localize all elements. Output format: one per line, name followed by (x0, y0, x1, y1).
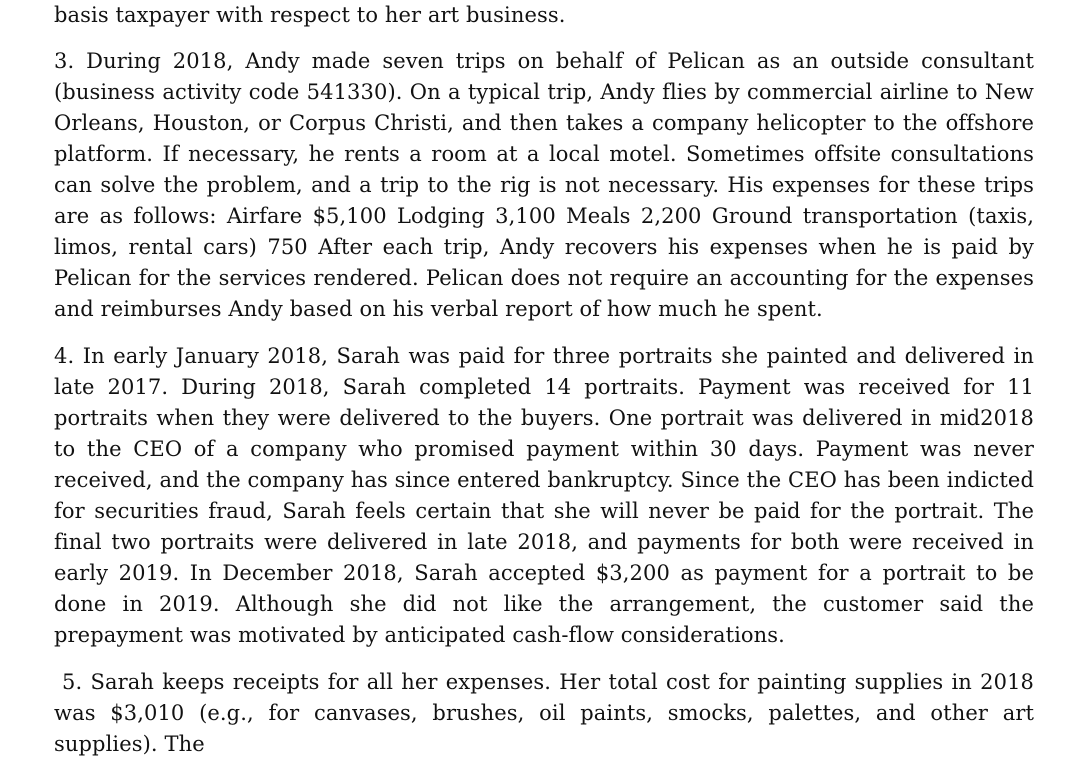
paragraph-item-4: 4. In early January 2018, Sarah was paid for three portraits she painted and delivered in late 2017. During 2018, Sarah completed 14 portraits. Payment was received for 11 portraits when they were delivered to the buyers. One portrait was delivered in mid2018 to the CEO of a company who promised payment within 30 days. Payment was never received, and the company has since entered bankruptcy. Since the CEO has been indicted for securities fraud, Sarah feels certain that she will never be paid for the portrait. The final two portraits were delivered in late 2018, and payments for both were received in early 2019. In December 2018, Sarah accepted $3,200 as payment for a portrait to be done in 2019. Although she did not like the arrangement, the customer said the prepayment was motivated by anticipated cash-flow considerations. (54, 344, 1034, 647)
paragraph-item-3: 3. During 2018, Andy made seven trips on behalf of Pelican as an outside consultant (business activity code 541330). On a typical trip, Andy flies by commercial airline to New Orleans, Houston, or Corpus Christi, and then takes a company helicopter to the offshore platform. If necessary, he rents a room at a local motel. Sometimes offsite consultations can solve the problem, and a trip to the rig is not necessary. His expenses for these trips are as follows: Airfare $5,100 Lodging 3,100 Meals 2,200 Ground transportation (taxis, limos, rental cars) 750 After each trip, Andy recovers his expenses when he is paid by Pelican for the services rendered. Pelican does not require an accounting for the expenses and reimburses Andy based on his verbal report of how much he spent. (54, 49, 1034, 321)
paragraph-continuation: basis taxpayer with respect to her art business. (54, 3, 566, 27)
document-body (54, 0, 1034, 760)
paragraph-item-5: 5. Sarah keeps receipts for all her expenses. Her total cost for painting supplies in 2018 was $3,010 (e.g., for canvases, brushes, oil paints, smocks, palettes, and other art supplies). The (54, 670, 1034, 756)
